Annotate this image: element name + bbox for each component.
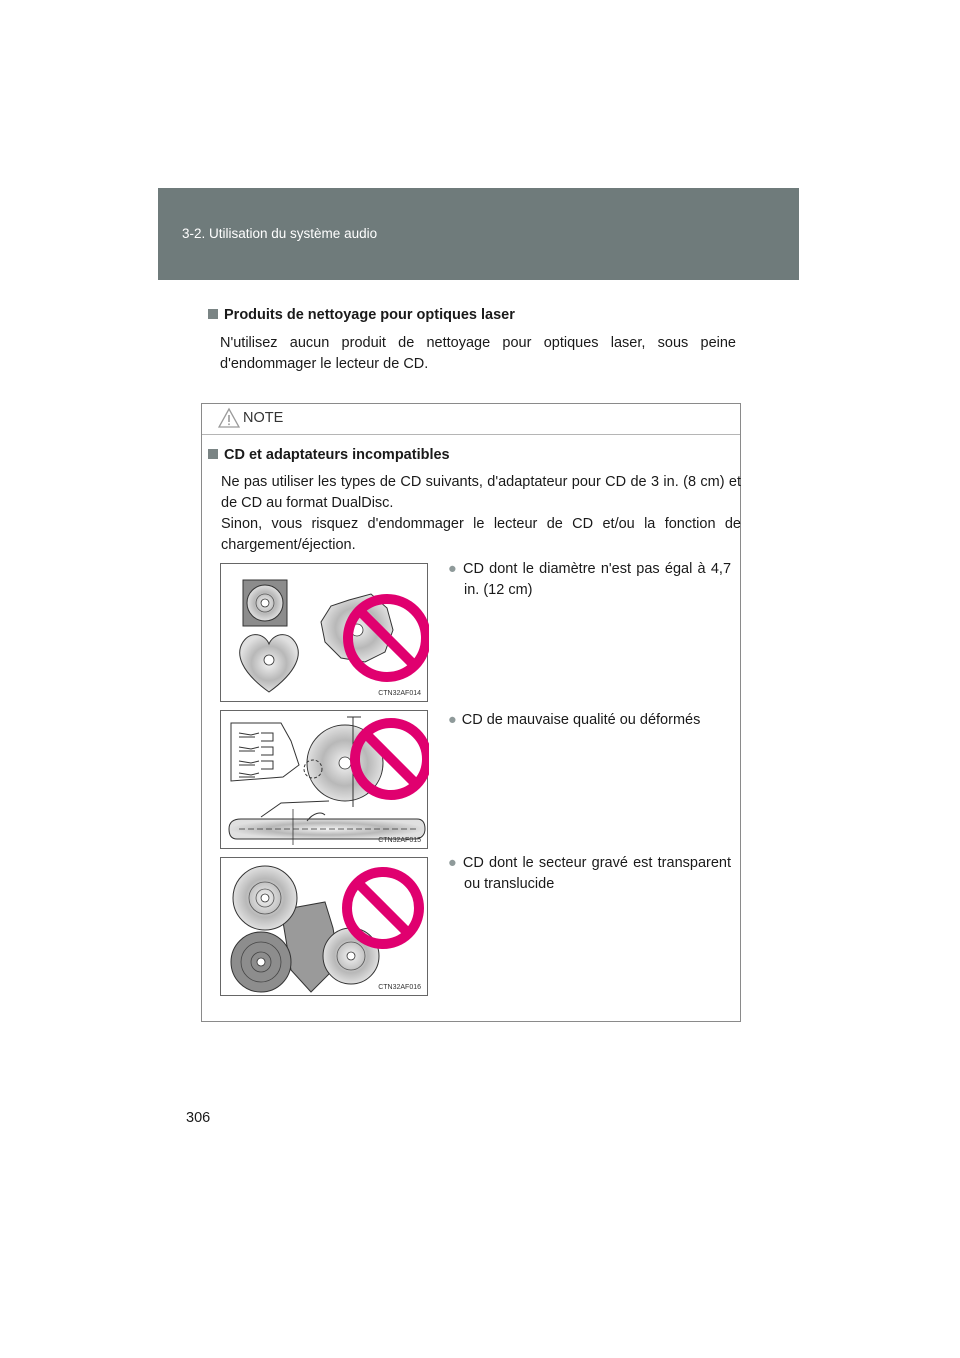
bullet-dot-icon: ● <box>448 561 458 577</box>
note-text-line-2: Sinon, vous risquez d'endommager le lecteur de CD et/ou la fonction de chargement/éjection. <box>221 516 741 553</box>
section-title <box>208 307 515 323</box>
page-number: 306 <box>186 1110 211 1126</box>
list-item <box>448 559 731 601</box>
list-item <box>448 853 731 895</box>
list-item-text: CD de mauvaise qualité ou déformés <box>461 712 701 728</box>
list-item <box>448 710 731 731</box>
section-body: N'utilisez aucun produit de nettoyage pour optiques laser, sous peine d'endommager le lecteur de CD. <box>220 335 736 372</box>
warning-triangle-icon <box>218 407 240 429</box>
figure-damaged-cds <box>220 710 428 849</box>
note-text-line-1: Ne pas utiliser les types de CD suivants, d'adaptateur pour CD de 3 in. (8 cm) et de CD au format DualDisc. <box>221 474 741 511</box>
list-item-text: CD dont le secteur gravé est transparent ou translucide <box>462 855 731 892</box>
section-header: 3-2. Utilisation du système audio <box>182 226 378 241</box>
note-text <box>221 472 741 556</box>
figure-code: CTN32AF014 <box>378 690 421 697</box>
note-label: NOTE <box>243 410 284 426</box>
note-header <box>202 404 740 435</box>
figure-code: CTN32AF015 <box>378 837 421 844</box>
figure-code: CTN32AF016 <box>378 984 421 991</box>
odd-size-cds-illustration <box>221 564 429 703</box>
bullet-dot-icon: ● <box>448 855 458 871</box>
header-band <box>158 188 799 280</box>
square-bullet-icon <box>208 309 218 319</box>
list-item-text: CD dont le diamètre n'est pas égal à 4,7 in. (12 cm) <box>462 561 732 598</box>
figure-odd-size-cds <box>220 563 428 702</box>
note-box <box>201 403 741 1022</box>
figure-transparent-cds <box>220 857 428 996</box>
transparent-cds-illustration <box>221 858 429 997</box>
bullet-dot-icon: ● <box>448 712 457 728</box>
note-title <box>208 447 450 463</box>
note-title-text: CD et adaptateurs incompatibles <box>224 447 450 463</box>
section-title-text: Produits de nettoyage pour optiques laser <box>224 307 515 323</box>
square-bullet-icon <box>208 449 218 459</box>
damaged-cds-illustration <box>221 711 429 850</box>
